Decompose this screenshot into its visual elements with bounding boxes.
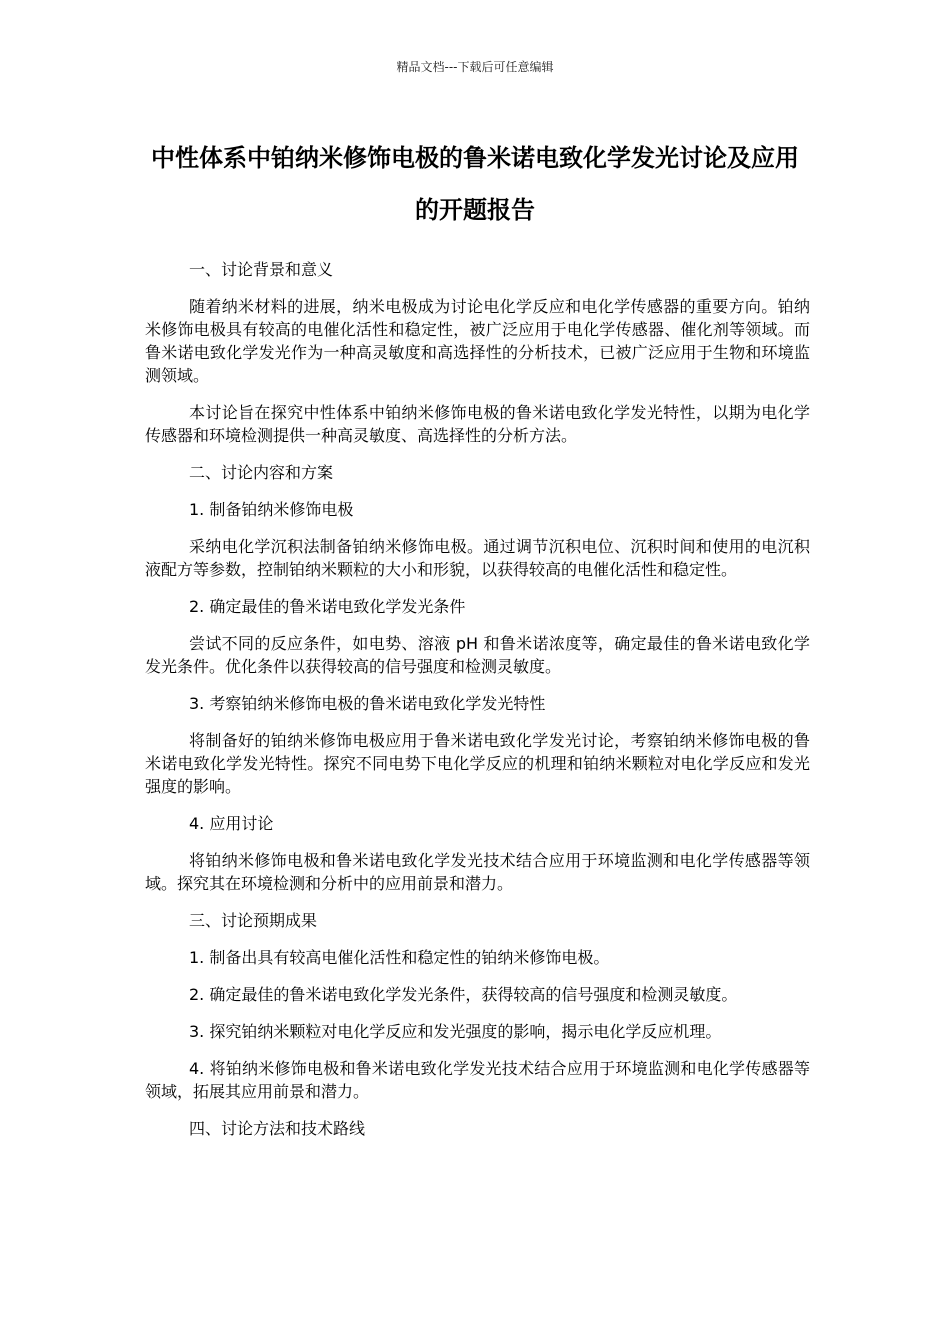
expected-result-item: 3. 探究铂纳米颗粒对电化学反应和发光强度的影响，揭示电化学反应机理。 — [189, 1022, 722, 1041]
paragraph-characteristics: 将制备好的铂纳米修饰电极应用于鲁米诺电致化学发光讨论，考察铂纳米修饰电极的鲁米诺电致化学发光特性。探究不同电势下电化学反应的机理和铂纳米颗粒对电化学反应和发光强度的影响。 — [145, 731, 810, 796]
paragraph-application: 将铂纳米修饰电极和鲁米诺电致化学发光技术结合应用于环境监测和电化学传感器等领域。探究其在环境检测和分析中的应用前景和潜力。 — [145, 851, 810, 893]
document-title: 中性体系中铂纳米修饰电极的鲁米诺电致化学发光讨论及应用的开题报告 — [151, 144, 799, 224]
subheading-application: 4. 应用讨论 — [189, 814, 274, 833]
paragraph-electrode-prep: 采纳电化学沉积法制备铂纳米修饰电极。通过调节沉积电位、沉积时间和使用的电沉积液配方等参数，控制铂纳米颗粒的大小和形貌，以获得较高的电催化活性和稳定性。 — [145, 537, 810, 579]
section-heading-content: 二、讨论内容和方案 — [189, 463, 334, 482]
subheading-characteristics: 3. 考察铂纳米修饰电极的鲁米诺电致化学发光特性 — [189, 694, 546, 713]
expected-result-item: 1. 制备出具有较高电催化活性和稳定性的铂纳米修饰电极。 — [189, 948, 610, 967]
section-heading-expected-results: 三、讨论预期成果 — [189, 911, 318, 930]
paragraph-purpose: 本讨论旨在探究中性体系中铂纳米修饰电极的鲁米诺电致化学发光特性，以期为电化学传感器和环境检测提供一种高灵敏度、高选择性的分析方法。 — [145, 403, 810, 445]
page-header: 精品文档---下载后可任意编辑 — [396, 60, 554, 74]
section-heading-methods: 四、讨论方法和技术路线 — [189, 1119, 366, 1138]
subheading-optimal-conditions: 2. 确定最佳的鲁米诺电致化学发光条件 — [189, 597, 466, 616]
document-body — [145, 258, 810, 1154]
paragraph-background: 随着纳米材料的进展，纳米电极成为讨论电化学反应和电化学传感器的重要方向。铂纳米修饰电极具有较高的电催化活性和稳定性，被广泛应用于电化学传感器、催化剂等领域。而鲁米诺电致化学发光作为一种高灵敏度和高选择性的分析技术，已被广泛应用于生物和环境监测领域。 — [145, 297, 810, 385]
expected-result-item: 2. 确定最佳的鲁米诺电致化学发光条件，获得较高的信号强度和检测灵敏度。 — [189, 985, 738, 1004]
expected-result-item: 4. 将铂纳米修饰电极和鲁米诺电致化学发光技术结合应用于环境监测和电化学传感器等领域，拓展其应用前景和潜力。 — [145, 1059, 810, 1101]
section-heading-background: 一、讨论背景和意义 — [189, 260, 334, 279]
subheading-electrode-prep: 1. 制备铂纳米修饰电极 — [189, 500, 354, 519]
paragraph-optimal-conditions: 尝试不同的反应条件，如电势、溶液 pH 和鲁米诺浓度等，确定最佳的鲁米诺电致化学发光条件。优化条件以获得较高的信号强度和检测灵敏度。 — [145, 634, 810, 676]
